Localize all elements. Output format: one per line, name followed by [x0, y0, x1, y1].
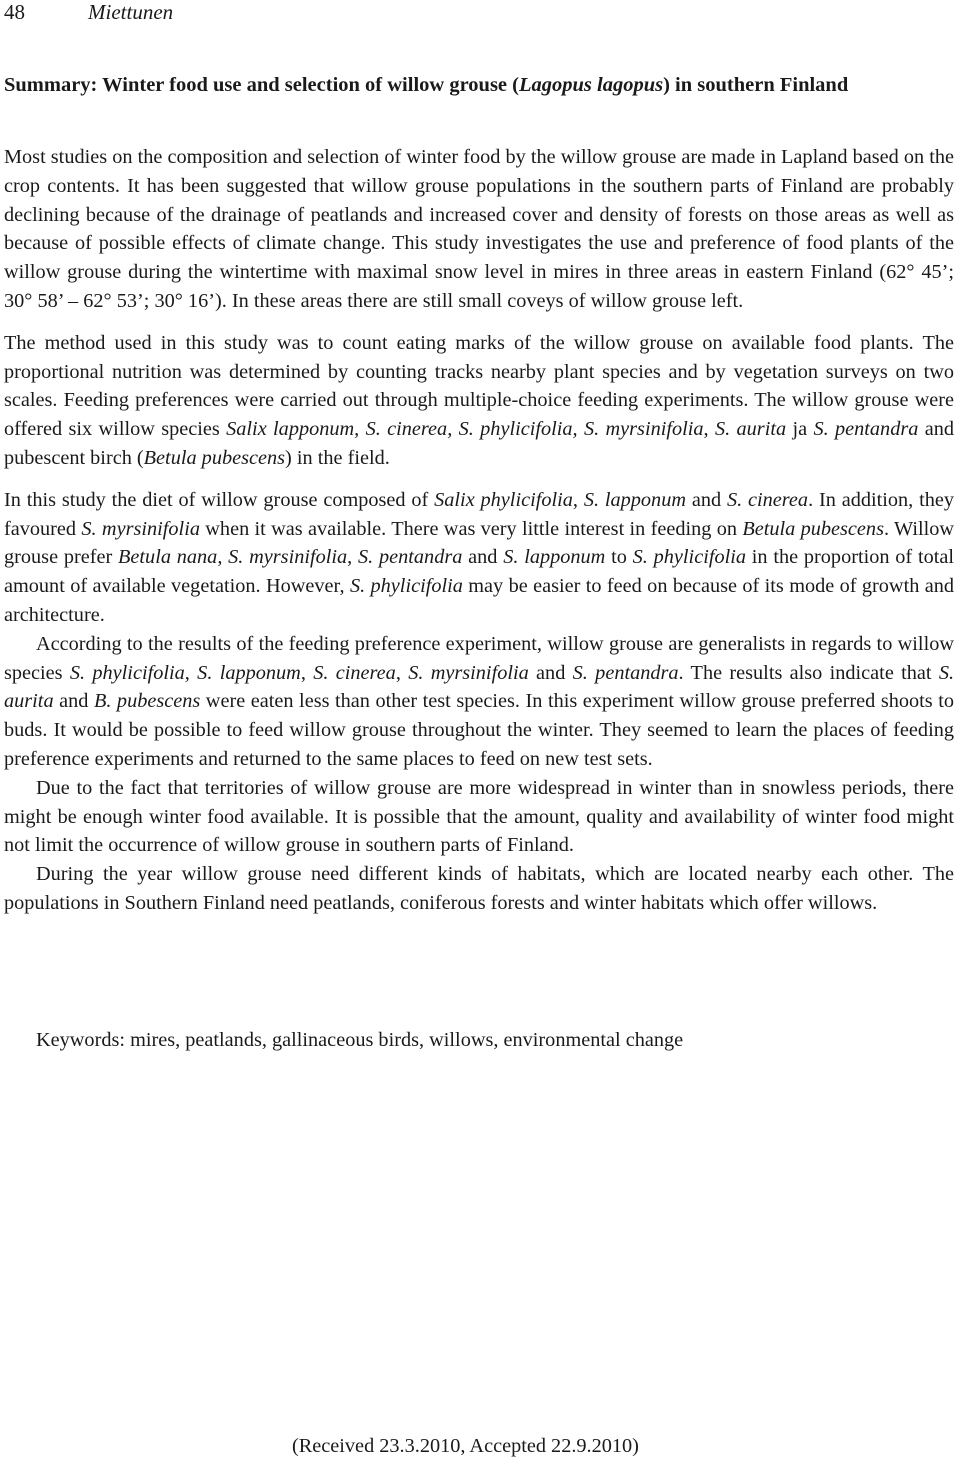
species-name: S. lapponum — [197, 661, 301, 684]
text-run: may be easier to feed on because of its mode of growth and architecture. — [4, 575, 955, 626]
text-run: when it was available. There was very little interest in feeding on — [199, 517, 743, 540]
paragraph-6 — [4, 860, 954, 918]
species-name: S. myrsinifolia — [408, 661, 529, 684]
species-name: S. phylicifolia — [632, 546, 747, 569]
text-run: in the proportion of total amount of available vegetation. However, — [4, 546, 954, 598]
text-run: According to the results of the feeding preference experiment, willow grouse are generalists in regards to willow species — [4, 632, 954, 684]
species-name: S. lapponum — [503, 546, 606, 569]
paragraph-4 — [4, 630, 954, 774]
title-suffix: ) in southern Finland — [663, 74, 849, 96]
species-name: S. lapponum — [583, 488, 686, 511]
text-run: , — [703, 418, 715, 441]
paragraph-3 — [4, 486, 954, 630]
text-run: and — [528, 661, 573, 684]
text-run: ) in the field. — [285, 446, 390, 469]
page-header — [4, 0, 173, 24]
text-run: , — [395, 661, 409, 684]
species-name: S. cinerea — [313, 661, 396, 684]
text-run: Due to the fact that territories of willow grouse are more widespread in winter than in snowless periods, there might be enough winter food available. It is possible that the amount, quality and availability of winter food might not limit the occurrence of willow grouse in southern parts of Finland. — [4, 776, 954, 857]
text-run: to — [605, 546, 633, 569]
paragraph-5 — [4, 774, 954, 860]
text-run: , — [300, 661, 314, 684]
summary-title — [4, 70, 934, 100]
text-run: The method used in this study was to count eating marks of the willow grouse on available food plants. The proportional nutrition was determined by counting tracks nearby plant species and by vegetation surveys on two scales. Feeding preferences were carried out through multiple-choice feeding experiments. The willow grouse were offered six willow species — [4, 331, 954, 441]
text-run: Most studies on the composition and selection of winter food by the willow grouse are made in Lapland based on the crop contents. It has been suggested that willow grouse populations in the southern parts of Finland are probably declining because of the drainage of peatlands and increased cover and density of forests on those areas as well as because of possible effects of climate change. This study investigates the use and preference of food plants of the willow grouse during the wintertime with maximal snow level in mires in three areas in eastern Finland (62° 45’; 30° 58’ – 62° 53’; 30° 16’). In these areas there are still small coveys of willow grouse left. — [4, 146, 954, 312]
species-name: Betula nana — [118, 546, 218, 569]
running-head: Miettunen — [88, 0, 174, 24]
species-name: B. pubescens — [93, 690, 201, 713]
page-number: 48 — [4, 0, 25, 24]
species-name: S. pentandra — [358, 546, 463, 569]
title-species: Lagopus lagopus — [518, 74, 664, 96]
paragraph-2 — [4, 329, 954, 473]
text-run: and — [685, 488, 727, 511]
text-run: , — [217, 546, 229, 569]
summary-body — [4, 143, 954, 918]
text-run: and — [53, 690, 94, 713]
species-name: Betula pubescens — [742, 517, 884, 540]
species-name: S. phylicifolia — [349, 575, 463, 598]
keywords: Keywords: mires, peatlands, gallinaceous birds, willows, environmental change — [36, 1029, 684, 1051]
species-name: Betula pubescens — [143, 446, 286, 469]
text-run: In this study the diet of willow grouse composed of — [4, 488, 435, 511]
text-run: , — [184, 661, 198, 684]
species-name: Salix lapponum, S. cinerea, S. phylicifolia, S. myrsinifolia — [226, 418, 704, 441]
species-name: S. myrsinifolia — [228, 546, 348, 569]
species-name: Salix phylicifolia — [434, 488, 573, 511]
species-name: S. cinerea — [726, 488, 809, 511]
species-name: S. phylicifolia — [69, 661, 185, 684]
received-accepted-dates: (Received 23.3.2010, Accepted 22.9.2010) — [292, 1435, 639, 1457]
text-run: . In addition, they favoured — [4, 488, 954, 540]
text-run: . The results also indicate that — [678, 661, 939, 684]
text-run: were eaten less than other test species. In this experiment willow grouse preferred shoots to buds. It would be possible to feed willow grouse throughout the winter. They seemed to learn the places of feeding preference experiments and returned to the same places to feed on new test sets. — [4, 690, 954, 770]
text-run: ja — [786, 418, 814, 441]
species-name: S. myrsinifolia — [81, 517, 200, 540]
text-run: , — [347, 546, 359, 569]
paragraph-1 — [4, 143, 954, 316]
title-prefix: Summary: Winter food use and selection of willow grouse ( — [4, 74, 519, 96]
text-run: , — [572, 488, 584, 511]
species-name: S. pentandra — [813, 418, 919, 441]
text-run: . Willow grouse prefer — [4, 517, 955, 569]
species-name: S. aurita — [4, 661, 955, 713]
species-name: S. aurita — [714, 418, 787, 441]
species-name: S. pentandra — [572, 661, 679, 684]
text-run: and — [462, 546, 504, 569]
text-run: During the year willow grouse need different kinds of habitats, which are located nearby each other. The populations in Southern Finland need peatlands, coniferous forests and winter habitats which offer willows. — [4, 863, 954, 914]
text-run: and pubescent birch ( — [4, 418, 955, 469]
